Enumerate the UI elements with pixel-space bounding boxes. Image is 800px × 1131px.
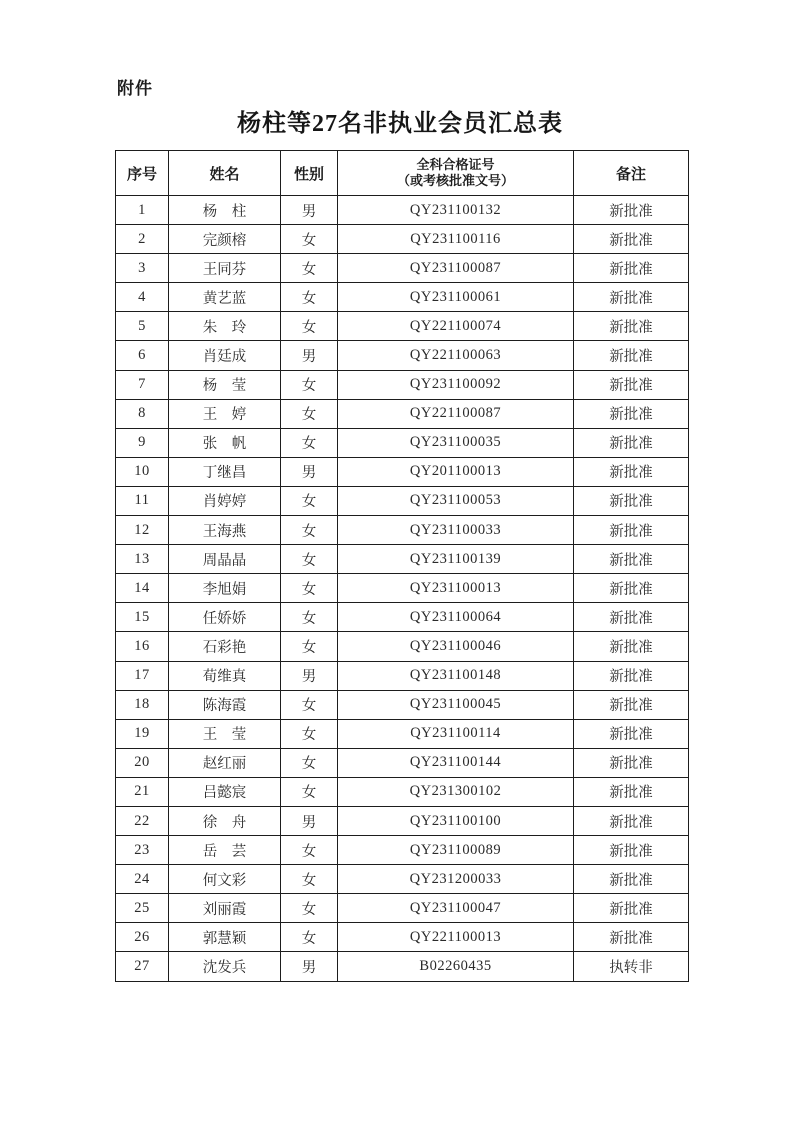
member-gender: 女	[281, 777, 338, 806]
attachment-label: 附件	[117, 79, 153, 98]
table-row	[116, 865, 689, 894]
certificate-number: QY231100047	[338, 894, 574, 923]
row-number: 5	[116, 312, 169, 341]
member-gender: 女	[281, 865, 338, 894]
member-gender: 女	[281, 603, 338, 632]
row-number: 6	[116, 341, 169, 370]
member-gender: 女	[281, 225, 338, 254]
remark: 新批准	[574, 894, 689, 923]
member-gender: 女	[281, 836, 338, 865]
remark: 新批准	[574, 632, 689, 661]
remark: 新批准	[574, 254, 689, 283]
row-number: 2	[116, 225, 169, 254]
member-name: 荀维真	[169, 661, 281, 690]
certificate-number: QY231100116	[338, 225, 574, 254]
header-certificate	[338, 151, 574, 196]
table-row	[116, 603, 689, 632]
member-name: 岳 芸	[169, 836, 281, 865]
certificate-number: QY231100045	[338, 690, 574, 719]
certificate-number: QY231100092	[338, 370, 574, 399]
table-row	[116, 428, 689, 457]
row-number: 22	[116, 806, 169, 835]
table-row	[116, 312, 689, 341]
member-gender: 女	[281, 370, 338, 399]
member-gender: 女	[281, 545, 338, 574]
remark: 新批准	[574, 399, 689, 428]
row-number: 18	[116, 690, 169, 719]
header-certificate-line2: （或考核批准文号）	[396, 173, 514, 188]
member-name: 何文彩	[169, 865, 281, 894]
row-number: 19	[116, 719, 169, 748]
member-gender: 女	[281, 894, 338, 923]
row-number: 21	[116, 777, 169, 806]
header-remark: 备注	[574, 151, 689, 196]
remark: 新批准	[574, 457, 689, 486]
member-name: 张 帆	[169, 428, 281, 457]
member-name: 李旭娟	[169, 574, 281, 603]
row-number: 26	[116, 923, 169, 952]
table-row	[116, 516, 689, 545]
certificate-number: QY221100013	[338, 923, 574, 952]
member-table-body	[116, 196, 689, 982]
member-gender: 女	[281, 428, 338, 457]
table-row	[116, 545, 689, 574]
table-row	[116, 661, 689, 690]
remark: 新批准	[574, 545, 689, 574]
table-row	[116, 777, 689, 806]
row-number: 15	[116, 603, 169, 632]
member-name: 朱 玲	[169, 312, 281, 341]
remark: 新批准	[574, 574, 689, 603]
certificate-number: QY231100053	[338, 486, 574, 515]
remark: 新批准	[574, 370, 689, 399]
member-name: 郭慧颖	[169, 923, 281, 952]
remark: 新批准	[574, 516, 689, 545]
member-gender: 男	[281, 952, 338, 981]
remark: 新批准	[574, 777, 689, 806]
table-row	[116, 690, 689, 719]
member-gender: 女	[281, 574, 338, 603]
member-gender: 女	[281, 923, 338, 952]
certificate-number: QY231100087	[338, 254, 574, 283]
row-number: 10	[116, 457, 169, 486]
remark: 新批准	[574, 865, 689, 894]
certificate-number: QY231200033	[338, 865, 574, 894]
remark: 新批准	[574, 312, 689, 341]
remark: 新批准	[574, 603, 689, 632]
member-gender: 男	[281, 457, 338, 486]
row-number: 24	[116, 865, 169, 894]
member-name: 肖婷婷	[169, 486, 281, 515]
certificate-number: QY231300102	[338, 777, 574, 806]
remark: 新批准	[574, 806, 689, 835]
row-number: 9	[116, 428, 169, 457]
member-gender: 女	[281, 516, 338, 545]
table-row	[116, 632, 689, 661]
member-name: 任娇娇	[169, 603, 281, 632]
member-name: 刘丽霞	[169, 894, 281, 923]
table-header-row	[116, 151, 689, 196]
remark: 新批准	[574, 225, 689, 254]
table-row	[116, 283, 689, 312]
member-name: 完颜榕	[169, 225, 281, 254]
remark: 新批准	[574, 341, 689, 370]
certificate-number: QY231100089	[338, 836, 574, 865]
remark: 新批准	[574, 283, 689, 312]
certificate-number: QY231100148	[338, 661, 574, 690]
certificate-number: QY231100064	[338, 603, 574, 632]
member-name: 王 婷	[169, 399, 281, 428]
header-no: 序号	[116, 151, 169, 196]
certificate-number: QY231100035	[338, 428, 574, 457]
member-name: 黄艺蓝	[169, 283, 281, 312]
row-number: 7	[116, 370, 169, 399]
remark: 新批准	[574, 196, 689, 225]
certificate-number: B02260435	[338, 952, 574, 981]
table-row	[116, 341, 689, 370]
row-number: 27	[116, 952, 169, 981]
member-name: 赵红丽	[169, 748, 281, 777]
member-name: 吕懿宸	[169, 777, 281, 806]
certificate-number: QY231100144	[338, 748, 574, 777]
row-number: 16	[116, 632, 169, 661]
certificate-number: QY221100063	[338, 341, 574, 370]
table-row	[116, 370, 689, 399]
member-gender: 男	[281, 661, 338, 690]
table-row	[116, 719, 689, 748]
row-number: 23	[116, 836, 169, 865]
member-name: 肖廷成	[169, 341, 281, 370]
certificate-number: QY231100139	[338, 545, 574, 574]
member-name: 王 莹	[169, 719, 281, 748]
table-row	[116, 574, 689, 603]
remark: 执转非	[574, 952, 689, 981]
header-certificate-line1: 全科合格证号	[416, 157, 495, 172]
remark: 新批准	[574, 748, 689, 777]
certificate-number: QY221100074	[338, 312, 574, 341]
member-name: 徐 舟	[169, 806, 281, 835]
member-name: 周晶晶	[169, 545, 281, 574]
row-number: 11	[116, 486, 169, 515]
table-row	[116, 806, 689, 835]
certificate-number: QY231100114	[338, 719, 574, 748]
table-row	[116, 225, 689, 254]
row-number: 14	[116, 574, 169, 603]
remark: 新批准	[574, 428, 689, 457]
certificate-number: QY231100046	[338, 632, 574, 661]
member-gender: 女	[281, 254, 338, 283]
remark: 新批准	[574, 661, 689, 690]
table-row	[116, 836, 689, 865]
certificate-number: QY231100013	[338, 574, 574, 603]
member-gender: 女	[281, 748, 338, 777]
remark: 新批准	[574, 719, 689, 748]
row-number: 17	[116, 661, 169, 690]
member-gender: 女	[281, 690, 338, 719]
member-gender: 男	[281, 341, 338, 370]
certificate-number: QY231100033	[338, 516, 574, 545]
row-number: 25	[116, 894, 169, 923]
certificate-number: QY231100132	[338, 196, 574, 225]
member-name: 丁继昌	[169, 457, 281, 486]
header-gender: 性别	[281, 151, 338, 196]
table-row	[116, 486, 689, 515]
row-number: 20	[116, 748, 169, 777]
member-name: 王同芬	[169, 254, 281, 283]
page-title: 杨柱等27名非执业会员汇总表	[237, 111, 563, 137]
row-number: 12	[116, 516, 169, 545]
certificate-number: QY201100013	[338, 457, 574, 486]
member-name: 石彩艳	[169, 632, 281, 661]
remark: 新批准	[574, 486, 689, 515]
table-row	[116, 923, 689, 952]
remark: 新批准	[574, 923, 689, 952]
table-row	[116, 196, 689, 225]
table-row	[116, 748, 689, 777]
row-number: 8	[116, 399, 169, 428]
table-row	[116, 254, 689, 283]
table-row	[116, 399, 689, 428]
member-name: 杨 柱	[169, 196, 281, 225]
header-name: 姓名	[169, 151, 281, 196]
member-name: 沈发兵	[169, 952, 281, 981]
table-row	[116, 457, 689, 486]
certificate-number: QY221100087	[338, 399, 574, 428]
member-gender: 女	[281, 283, 338, 312]
certificate-number: QY231100061	[338, 283, 574, 312]
member-gender: 男	[281, 196, 338, 225]
row-number: 4	[116, 283, 169, 312]
table-row	[116, 952, 689, 981]
member-gender: 女	[281, 719, 338, 748]
member-gender: 女	[281, 312, 338, 341]
member-name: 杨 莹	[169, 370, 281, 399]
remark: 新批准	[574, 836, 689, 865]
table-row	[116, 894, 689, 923]
member-name: 王海燕	[169, 516, 281, 545]
member-gender: 女	[281, 399, 338, 428]
certificate-number: QY231100100	[338, 806, 574, 835]
row-number: 3	[116, 254, 169, 283]
member-name: 陈海霞	[169, 690, 281, 719]
row-number: 13	[116, 545, 169, 574]
row-number: 1	[116, 196, 169, 225]
remark: 新批准	[574, 690, 689, 719]
member-gender: 男	[281, 806, 338, 835]
member-summary-table	[115, 150, 689, 982]
member-gender: 女	[281, 632, 338, 661]
member-gender: 女	[281, 486, 338, 515]
